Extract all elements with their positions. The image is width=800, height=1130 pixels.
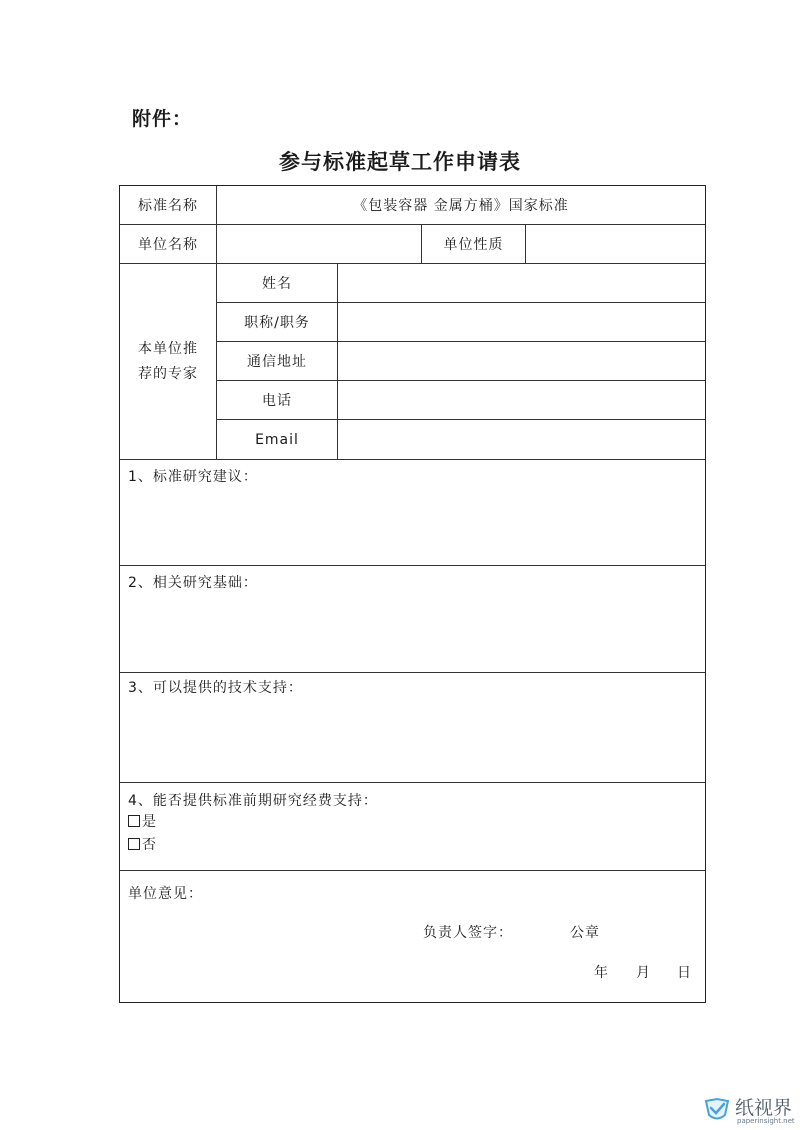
attachment-label: 附件： xyxy=(132,108,193,130)
expert-title-field[interactable] xyxy=(338,303,705,341)
date-year-label: 年 xyxy=(594,965,609,981)
unit-nature-label: 单位性质 xyxy=(443,237,504,253)
funding-option-no[interactable] xyxy=(128,834,157,854)
section-technical-support-label: 3、可以提供的技术支持： xyxy=(128,680,303,696)
expert-name-field[interactable] xyxy=(338,264,705,302)
expert-name-label: 姓名 xyxy=(262,276,292,292)
section-research-basis-label: 2、相关研究基础： xyxy=(128,575,258,591)
checkbox-yes[interactable] xyxy=(128,815,140,827)
research-basis-area[interactable] xyxy=(120,592,705,671)
expert-group-label xyxy=(120,264,216,459)
form-title: 参与标准起草工作申请表 xyxy=(279,150,521,174)
expert-email-field[interactable] xyxy=(338,420,705,459)
watermark-name: 纸视界 xyxy=(735,1097,793,1119)
expert-title-label: 职称/职务 xyxy=(244,315,310,331)
date-month-label: 月 xyxy=(636,965,651,981)
option-yes-label: 是 xyxy=(142,814,157,830)
row-divider xyxy=(120,782,705,783)
seal-label: 公章 xyxy=(570,925,600,941)
option-no-label: 否 xyxy=(142,837,157,853)
section-funding-support-label: 4、能否提供标准前期研究经费支持： xyxy=(128,793,378,809)
expert-group-label-text: 本单位推荐的专家 xyxy=(138,340,198,382)
watermark-logo xyxy=(703,1093,793,1127)
technical-support-area[interactable] xyxy=(120,698,705,781)
section-research-suggestion-label: 1、标准研究建议： xyxy=(128,469,258,485)
paperinsight-logo-icon xyxy=(703,1095,731,1123)
standard-name-label: 标准名称 xyxy=(138,198,198,214)
expert-phone-label: 电话 xyxy=(262,393,292,409)
unit-name-label: 单位名称 xyxy=(138,237,198,253)
research-suggestion-area[interactable] xyxy=(120,486,705,564)
expert-phone-field[interactable] xyxy=(338,381,705,419)
row-divider xyxy=(120,565,705,566)
row-divider xyxy=(120,870,705,871)
unit-opinion-label: 单位意见： xyxy=(128,886,203,902)
signature-label: 负责人签字： xyxy=(423,925,513,941)
watermark-site: paperinsight.net xyxy=(737,1117,795,1125)
funding-option-yes[interactable] xyxy=(128,811,157,831)
expert-address-label: 通信地址 xyxy=(247,354,307,370)
unit-name-field[interactable] xyxy=(217,225,421,263)
row-divider xyxy=(120,672,705,673)
expert-email-label: Email xyxy=(255,431,299,448)
unit-nature-field[interactable] xyxy=(526,225,705,263)
date-day-label: 日 xyxy=(677,965,692,981)
row-divider xyxy=(120,459,705,460)
standard-name-value[interactable]: 《包装容器 金属方桶》国家标准 xyxy=(353,198,569,214)
application-form-table xyxy=(119,185,706,1003)
checkbox-no[interactable] xyxy=(128,838,140,850)
expert-address-field[interactable] xyxy=(338,342,705,380)
